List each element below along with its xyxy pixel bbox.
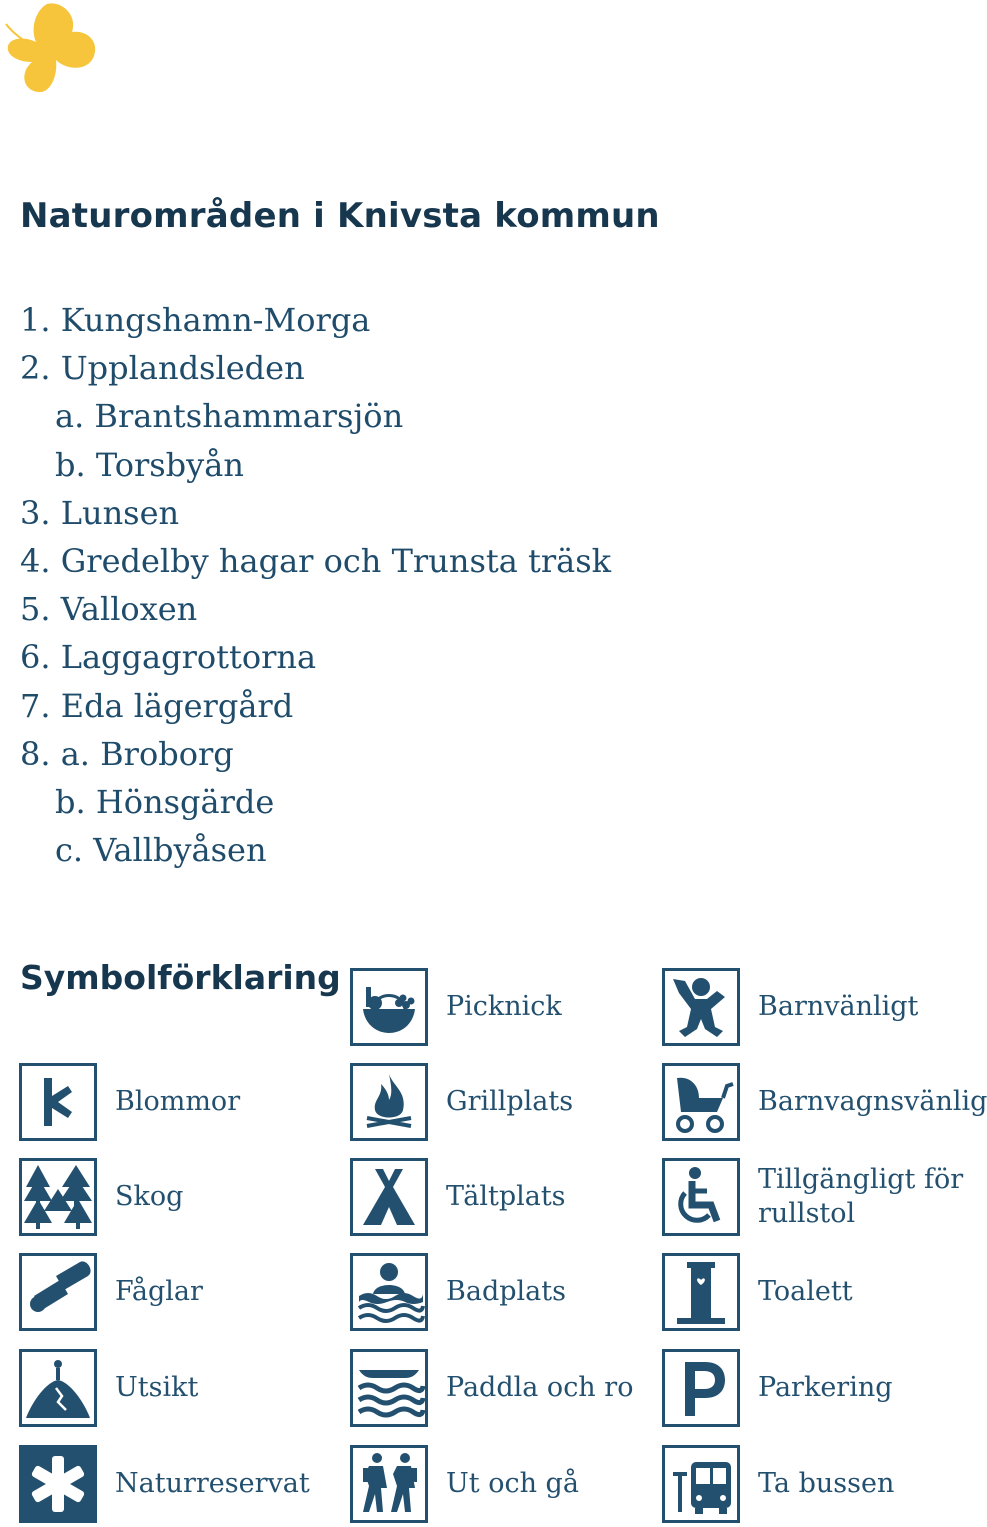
legend-label: Tillgängligt för rullstol <box>758 1164 964 1229</box>
bus-icon <box>662 1445 740 1523</box>
list-item: 2. Upplandsleden <box>20 349 305 388</box>
legend-label: Skog <box>115 1181 184 1212</box>
parking-icon <box>662 1349 740 1427</box>
list-item: b. Torsbyån <box>55 445 244 484</box>
legend-label: Barnvänligt <box>758 991 919 1022</box>
legend-title: Symbolförklaring <box>20 958 341 997</box>
legend-label: Grillplats <box>446 1086 574 1117</box>
list-item: 1. Kungshamn-Morga <box>20 301 371 339</box>
hikers-icon <box>350 1445 428 1523</box>
nature-area-list <box>20 296 611 874</box>
list-item: 3. Lunsen <box>20 493 180 532</box>
list-item: b. Hönsgärde <box>55 782 275 821</box>
fire-icon <box>350 1063 428 1141</box>
viewpoint-icon <box>19 1349 97 1427</box>
stroller-icon <box>662 1063 740 1141</box>
flower-icon <box>19 1063 97 1141</box>
canoe-icon <box>350 1349 428 1427</box>
toilet-icon <box>662 1253 740 1331</box>
tent-icon <box>350 1158 428 1236</box>
list-item: 6. Laggagrottorna <box>20 638 317 677</box>
picnic-basket-icon <box>350 968 428 1046</box>
list-item: 4. Gredelby hagar och Trunsta träsk <box>20 541 612 580</box>
legend-label: Naturreservat <box>115 1468 310 1499</box>
legend-label: Barnvagnsvänlig <box>758 1086 987 1117</box>
legend-label: Toalett <box>758 1276 853 1307</box>
list-item: 7. Eda lägergård <box>20 686 294 725</box>
forest-icon <box>19 1158 97 1236</box>
list-item: 8. a. Broborg <box>20 734 234 773</box>
legend-label: Badplats <box>446 1276 566 1307</box>
list-item: c. Vallbyåsen <box>55 831 267 870</box>
child-icon <box>662 968 740 1046</box>
legend-label: Ut och gå <box>446 1468 579 1499</box>
legend-label: Fåglar <box>115 1276 203 1307</box>
nature-reserve-star-icon <box>19 1445 97 1523</box>
legend-label: Paddla och ro <box>446 1372 634 1403</box>
list-item: 5. Valloxen <box>20 590 198 629</box>
legend-label: Picknick <box>446 991 562 1022</box>
legend-label: Blommor <box>115 1086 241 1117</box>
legend-label: Parkering <box>758 1372 893 1403</box>
page-title: Naturområden i Knivsta kommun <box>20 196 660 236</box>
list-item: a. Brantshammarsjön <box>55 397 404 436</box>
legend-label: Tältplats <box>446 1181 566 1212</box>
butterfly-icon <box>0 0 100 100</box>
legend-label: Ta bussen <box>758 1468 895 1499</box>
legend-label: Utsikt <box>115 1372 199 1403</box>
swimmer-icon <box>350 1253 428 1331</box>
wheelchair-icon <box>662 1158 740 1236</box>
binoculars-icon <box>19 1253 97 1331</box>
